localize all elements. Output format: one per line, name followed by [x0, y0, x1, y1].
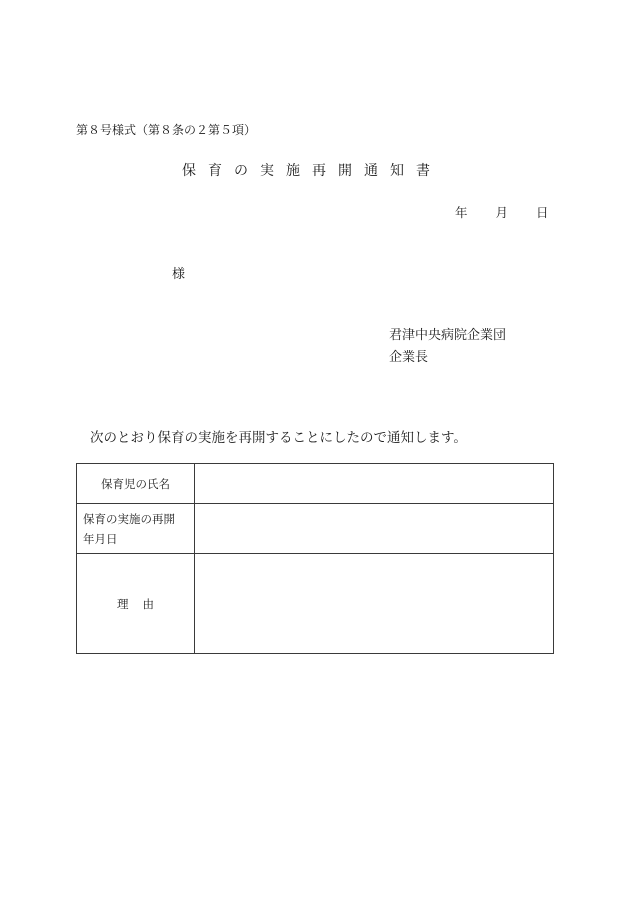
title-char: の — [234, 163, 248, 179]
sender-organization: 君津中央病院企業団 — [389, 328, 507, 343]
date-line — [455, 203, 549, 221]
reason-label-char: 理 — [117, 596, 129, 611]
child-name-field[interactable] — [195, 464, 554, 504]
title-char: 実 — [260, 163, 274, 179]
sender-title: 企業長 — [389, 350, 429, 365]
month-label: 月 — [495, 205, 509, 220]
title-char: 施 — [286, 163, 300, 179]
info-table — [76, 463, 554, 654]
reason-label-char: 由 — [142, 596, 154, 611]
resume-date-label-line2: 年月日 — [83, 531, 118, 546]
title-char: 再 — [312, 163, 326, 179]
document-title — [182, 160, 442, 180]
day-label: 日 — [536, 205, 549, 220]
title-char: 保 — [182, 163, 196, 179]
title-char: 書 — [416, 163, 430, 179]
table-row-reason — [77, 554, 554, 654]
reason-label — [77, 554, 195, 654]
title-char: 通 — [364, 163, 378, 179]
title-char: 開 — [338, 163, 352, 179]
table-row-child-name — [77, 464, 554, 504]
title-char: 知 — [390, 163, 404, 179]
table-row-resume-date — [77, 504, 554, 554]
reason-field[interactable] — [195, 554, 554, 654]
form-number: 第８号様式（第８条の２第５項） — [76, 123, 257, 137]
year-label: 年 — [455, 205, 468, 220]
resume-date-label-line1: 保育の実施の再開 — [83, 511, 175, 526]
child-name-label: 保育児の氏名 — [77, 464, 195, 504]
addressee-suffix: 様 — [172, 267, 186, 282]
title-char: 育 — [208, 163, 222, 179]
resume-date-label — [77, 504, 195, 554]
resume-date-field[interactable] — [195, 504, 554, 554]
notice-body-text: 次のとおり保育の実施を再開することにしたので通知します。 — [90, 430, 467, 446]
